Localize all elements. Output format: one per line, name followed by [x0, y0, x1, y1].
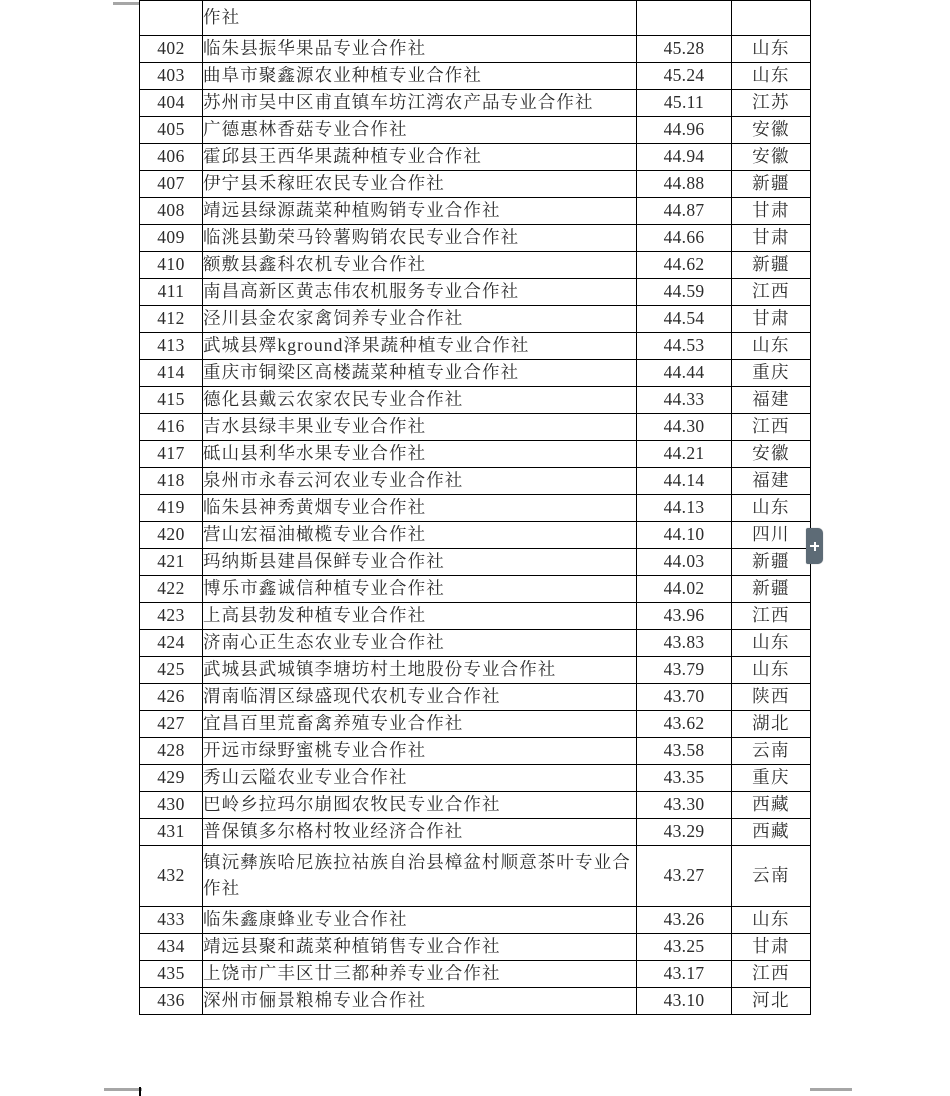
table-row [140, 495, 811, 522]
cell-province: 甘肃 [732, 198, 811, 225]
table-row [140, 279, 811, 306]
cell-score: 43.70 [637, 684, 732, 711]
cell-province: 河北 [732, 988, 811, 1015]
cell-name: 巴岭乡拉玛尔崩囮农牧民专业合作社 [203, 792, 637, 819]
table-row [140, 738, 811, 765]
cell-index: 425 [140, 657, 203, 684]
cell-province: 江西 [732, 603, 811, 630]
table-row [140, 333, 811, 360]
table-row [140, 387, 811, 414]
plus-icon [810, 542, 819, 551]
cell-index: 407 [140, 171, 203, 198]
cell-index: 428 [140, 738, 203, 765]
cell-index: 417 [140, 441, 203, 468]
cell-province: 山东 [732, 333, 811, 360]
cell-score: 43.29 [637, 819, 732, 846]
cell-province: 甘肃 [732, 306, 811, 333]
cell-index: 433 [140, 907, 203, 934]
cell-index: 427 [140, 711, 203, 738]
cell-score: 44.30 [637, 414, 732, 441]
table-row [140, 360, 811, 387]
ruler-mark-bottom-right [810, 1088, 852, 1091]
table-row [140, 414, 811, 441]
cell-province: 江西 [732, 961, 811, 988]
cell-name: 南昌高新区黄志伟农机服务专业合作社 [203, 279, 637, 306]
cell-province: 山东 [732, 657, 811, 684]
cell-province: 新疆 [732, 549, 811, 576]
cell-name: 秀山云隘农业专业合作社 [203, 765, 637, 792]
cell-name: 武城县殬kground泽果蔬种植专业合作社 [203, 333, 637, 360]
table-row [140, 684, 811, 711]
cell-name: 靖远县聚和蔬菜种植销售专业合作社 [203, 934, 637, 961]
table-row [140, 657, 811, 684]
cell-province: 江苏 [732, 90, 811, 117]
cell-score: 43.25 [637, 934, 732, 961]
table-row [140, 90, 811, 117]
cell-province: 安徽 [732, 117, 811, 144]
table-row [140, 934, 811, 961]
table-row [140, 252, 811, 279]
cell-province: 湖北 [732, 711, 811, 738]
cell-index: 418 [140, 468, 203, 495]
table-row [140, 765, 811, 792]
cell-score: 43.79 [637, 657, 732, 684]
cell-name: 霍邱县王西华果蔬种植专业合作社 [203, 144, 637, 171]
cell-score: 44.87 [637, 198, 732, 225]
cell-province: 安徽 [732, 144, 811, 171]
cell-index: 411 [140, 279, 203, 306]
cell-province: 安徽 [732, 441, 811, 468]
ruler-mark-top-left [113, 2, 141, 5]
table-row [140, 171, 811, 198]
table-row [140, 961, 811, 988]
table-row [140, 549, 811, 576]
cell-name: 上高县勃发种植专业合作社 [203, 603, 637, 630]
cell-index: 426 [140, 684, 203, 711]
cell-index [140, 1, 203, 36]
cell-index: 435 [140, 961, 203, 988]
cell-province: 江西 [732, 414, 811, 441]
cell-name: 靖远县绿源蔬菜种植购销专业合作社 [203, 198, 637, 225]
cell-index: 422 [140, 576, 203, 603]
cell-score: 43.10 [637, 988, 732, 1015]
cell-name: 泾川县金农家禽饲养专业合作社 [203, 306, 637, 333]
cell-index: 406 [140, 144, 203, 171]
cell-index: 415 [140, 387, 203, 414]
cell-score: 43.58 [637, 738, 732, 765]
ruler-tick-bottom [139, 1087, 141, 1096]
cell-name: 博乐市鑫诚信种植专业合作社 [203, 576, 637, 603]
cell-index: 429 [140, 765, 203, 792]
cell-province: 重庆 [732, 765, 811, 792]
cell-province: 重庆 [732, 360, 811, 387]
cell-name: 砥山县利华水果专业合作社 [203, 441, 637, 468]
table-row [140, 225, 811, 252]
cell-province [732, 1, 811, 36]
table-row [140, 522, 811, 549]
table-row [140, 711, 811, 738]
cell-province: 福建 [732, 468, 811, 495]
cell-province: 陕西 [732, 684, 811, 711]
table-row [140, 36, 811, 63]
cell-name: 重庆市铜梁区高楼蔬菜种植专业合作社 [203, 360, 637, 387]
cell-score: 44.96 [637, 117, 732, 144]
table-row [140, 988, 811, 1015]
cell-index: 419 [140, 495, 203, 522]
cell-province: 山东 [732, 907, 811, 934]
cell-province: 山东 [732, 495, 811, 522]
cell-score: 44.03 [637, 549, 732, 576]
expand-panel-handle[interactable] [806, 528, 823, 564]
table-row [140, 907, 811, 934]
cell-score: 44.53 [637, 333, 732, 360]
table-row [140, 306, 811, 333]
cell-score: 44.54 [637, 306, 732, 333]
cell-index: 420 [140, 522, 203, 549]
cell-province: 新疆 [732, 576, 811, 603]
cell-name: 宜昌百里荒畜禽养殖专业合作社 [203, 711, 637, 738]
cell-index: 412 [140, 306, 203, 333]
cell-province: 西藏 [732, 792, 811, 819]
cell-province: 江西 [732, 279, 811, 306]
cell-score: 44.94 [637, 144, 732, 171]
cell-score: 44.21 [637, 441, 732, 468]
cell-index: 431 [140, 819, 203, 846]
cell-score: 43.35 [637, 765, 732, 792]
cell-index: 409 [140, 225, 203, 252]
cell-score: 44.59 [637, 279, 732, 306]
cell-name: 广德惠林香菇专业合作社 [203, 117, 637, 144]
cell-index: 416 [140, 414, 203, 441]
cell-index: 436 [140, 988, 203, 1015]
cell-name: 镇沅彝族哈尼族拉祜族自治县樟盆村顺意茶叶专业合作社 [203, 846, 637, 907]
cell-name: 临朱鑫康蜂业专业合作社 [203, 907, 637, 934]
cell-province: 山东 [732, 63, 811, 90]
cell-score: 44.88 [637, 171, 732, 198]
cell-name: 济南心正生态农业专业合作社 [203, 630, 637, 657]
cell-score: 44.02 [637, 576, 732, 603]
table-row [140, 441, 811, 468]
cell-index: 405 [140, 117, 203, 144]
cell-name: 武城县武城镇李塘坊村土地股份专业合作社 [203, 657, 637, 684]
cell-score: 43.27 [637, 846, 732, 907]
cell-score: 43.83 [637, 630, 732, 657]
cell-score: 43.17 [637, 961, 732, 988]
table-row [140, 63, 811, 90]
table-row [140, 819, 811, 846]
cell-name: 苏州市吴中区甫直镇车坊江湾农产品专业合作社 [203, 90, 637, 117]
table-row [140, 117, 811, 144]
cell-index: 414 [140, 360, 203, 387]
cell-index: 404 [140, 90, 203, 117]
cell-score: 44.13 [637, 495, 732, 522]
cell-province: 云南 [732, 846, 811, 907]
cell-name: 临朱县振华果品专业合作社 [203, 36, 637, 63]
cell-province: 新疆 [732, 171, 811, 198]
cell-name: 作社 [203, 1, 637, 36]
cell-index: 403 [140, 63, 203, 90]
cell-province: 福建 [732, 387, 811, 414]
cell-score [637, 1, 732, 36]
table-row [140, 576, 811, 603]
cell-score: 43.30 [637, 792, 732, 819]
cell-province: 新疆 [732, 252, 811, 279]
cell-score: 44.66 [637, 225, 732, 252]
cell-province: 山东 [732, 36, 811, 63]
cell-name: 临洮县勤荣马铃薯购销农民专业合作社 [203, 225, 637, 252]
cooperative-ranking-table [139, 0, 811, 1015]
cell-name: 营山宏福油橄榄专业合作社 [203, 522, 637, 549]
cell-name: 吉水县绿丰果业专业合作社 [203, 414, 637, 441]
cell-score: 44.14 [637, 468, 732, 495]
cell-index: 432 [140, 846, 203, 907]
cell-score: 43.62 [637, 711, 732, 738]
cell-province: 云南 [732, 738, 811, 765]
cell-province: 山东 [732, 630, 811, 657]
cell-index: 421 [140, 549, 203, 576]
table-row [140, 603, 811, 630]
table-row [140, 198, 811, 225]
cell-index: 423 [140, 603, 203, 630]
cell-score: 44.62 [637, 252, 732, 279]
cell-index: 413 [140, 333, 203, 360]
table-body [140, 1, 811, 1015]
cell-score: 45.24 [637, 63, 732, 90]
table-row-continued [140, 1, 811, 36]
cell-province: 甘肃 [732, 225, 811, 252]
cell-score: 44.10 [637, 522, 732, 549]
table-row [140, 144, 811, 171]
table-row [140, 792, 811, 819]
cell-name: 德化县戴云农家农民专业合作社 [203, 387, 637, 414]
cell-score: 43.26 [637, 907, 732, 934]
table-row [140, 846, 811, 907]
cell-index: 410 [140, 252, 203, 279]
cell-index: 430 [140, 792, 203, 819]
cell-name: 曲阜市聚鑫源农业种植专业合作社 [203, 63, 637, 90]
ruler-mark-bottom-left [104, 1088, 142, 1091]
cell-province: 甘肃 [732, 934, 811, 961]
ranking-table-container [139, 0, 810, 1015]
cell-name: 深州市俪景粮棉专业合作社 [203, 988, 637, 1015]
cell-index: 424 [140, 630, 203, 657]
cell-name: 普保镇多尔格村牧业经济合作社 [203, 819, 637, 846]
cell-index: 402 [140, 36, 203, 63]
cell-name: 额敷县鑫科农机专业合作社 [203, 252, 637, 279]
cell-province: 西藏 [732, 819, 811, 846]
cell-score: 45.28 [637, 36, 732, 63]
cell-name: 泉州市永春云河农业专业合作社 [203, 468, 637, 495]
cell-score: 44.44 [637, 360, 732, 387]
cell-province: 四川 [732, 522, 811, 549]
cell-name: 上饶市广丰区廿三都种养专业合作社 [203, 961, 637, 988]
cell-score: 44.33 [637, 387, 732, 414]
cell-name: 开远市绿野蜜桃专业合作社 [203, 738, 637, 765]
cell-name: 渭南临渭区绿盛现代农机专业合作社 [203, 684, 637, 711]
cell-name: 临朱县神秀黄烟专业合作社 [203, 495, 637, 522]
cell-name: 玛纳斯县建昌保鲜专业合作社 [203, 549, 637, 576]
cell-index: 408 [140, 198, 203, 225]
cell-name: 伊宁县禾稼旺农民专业合作社 [203, 171, 637, 198]
table-row [140, 630, 811, 657]
table-row [140, 468, 811, 495]
cell-score: 45.11 [637, 90, 732, 117]
cell-score: 43.96 [637, 603, 732, 630]
cell-index: 434 [140, 934, 203, 961]
